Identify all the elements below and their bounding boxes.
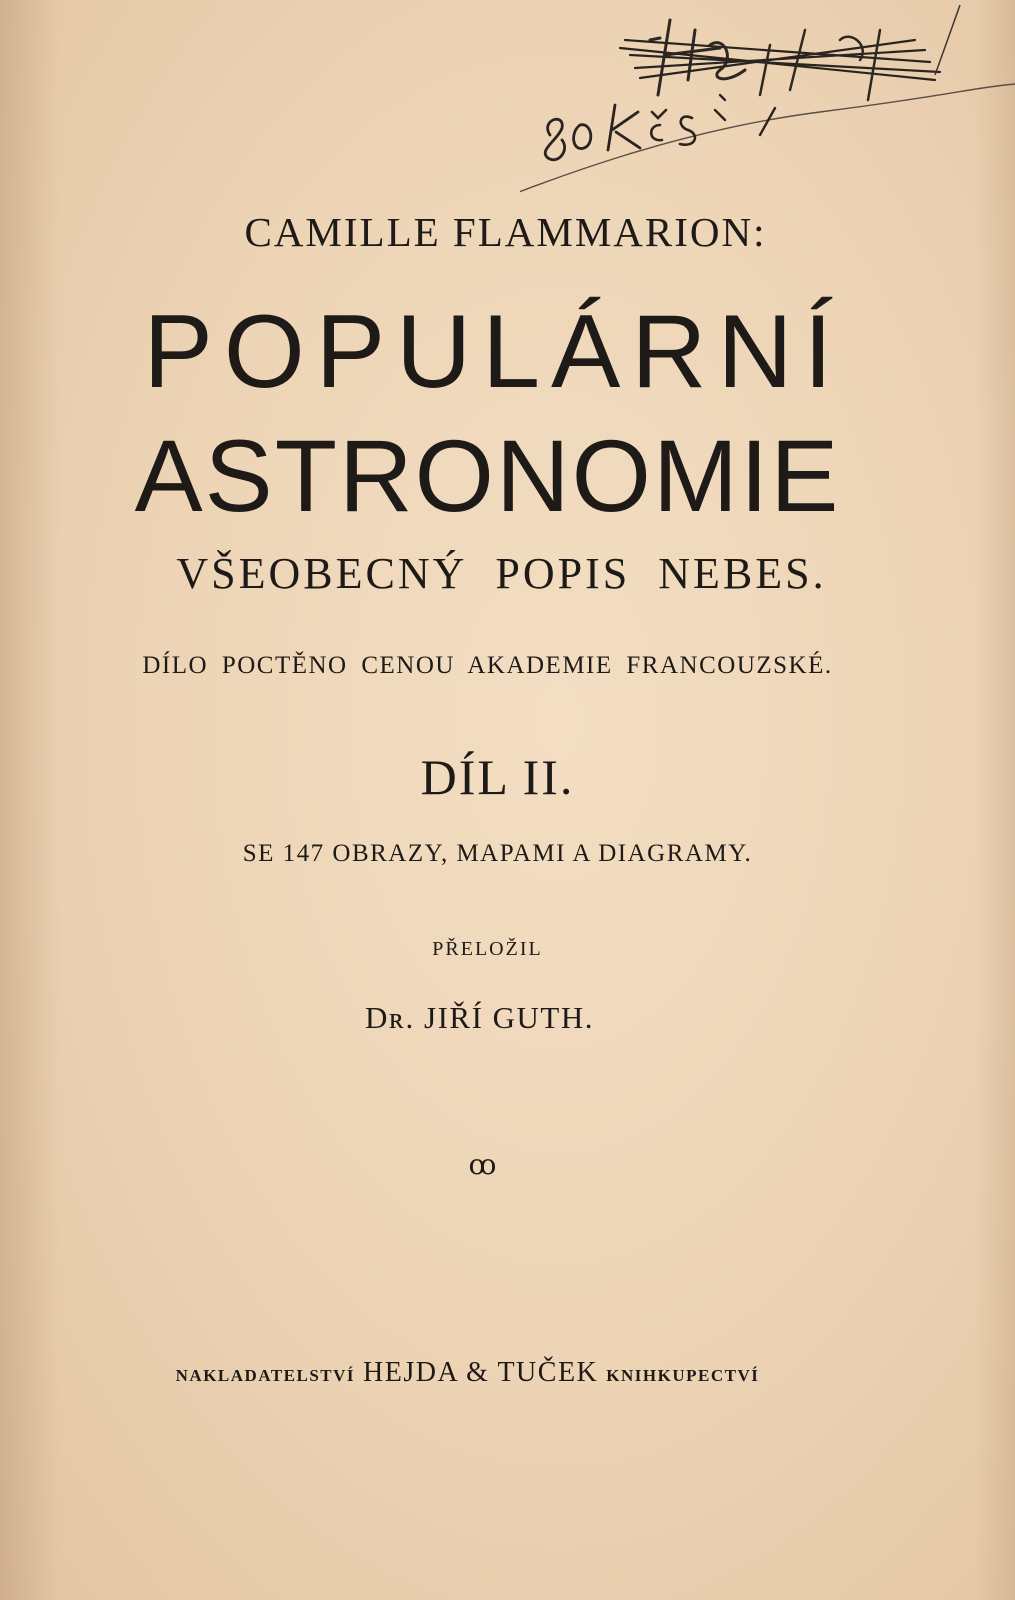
illustrations-note: SE 147 OBRAZY, MAPAMI A DIAGRAMY. bbox=[242, 840, 753, 867]
publisher-name: HEJDA & TUČEK bbox=[363, 1357, 599, 1388]
book-title-line-2: ASTRONOMIE bbox=[134, 419, 841, 533]
volume-number: DÍL II. bbox=[420, 749, 575, 805]
publisher-right-label: KNIHKUPECTVÍ bbox=[606, 1366, 760, 1385]
author-name: CAMILLE FLAMMARION: bbox=[244, 209, 767, 255]
book-subtitle: VŠEOBECNÝ POPIS NEBES. bbox=[176, 549, 827, 598]
publisher-imprint bbox=[0, 1357, 975, 1389]
translator-name: Dʀ. JIŘÍ GUTH. bbox=[365, 1000, 594, 1035]
award-note: DÍLO POCTĚNO CENOU AKADEMIE FRANCOUZSKÉ. bbox=[142, 652, 833, 679]
publisher-left-label: NAKLADATELSTVÍ bbox=[175, 1366, 356, 1385]
ornament-icon: ꝏ bbox=[468, 1148, 497, 1181]
book-title-line-1: POPULÁRNÍ bbox=[143, 294, 844, 410]
handwritten-price-note bbox=[520, 0, 1015, 230]
translated-by-label: PŘELOŽIL bbox=[432, 938, 543, 960]
